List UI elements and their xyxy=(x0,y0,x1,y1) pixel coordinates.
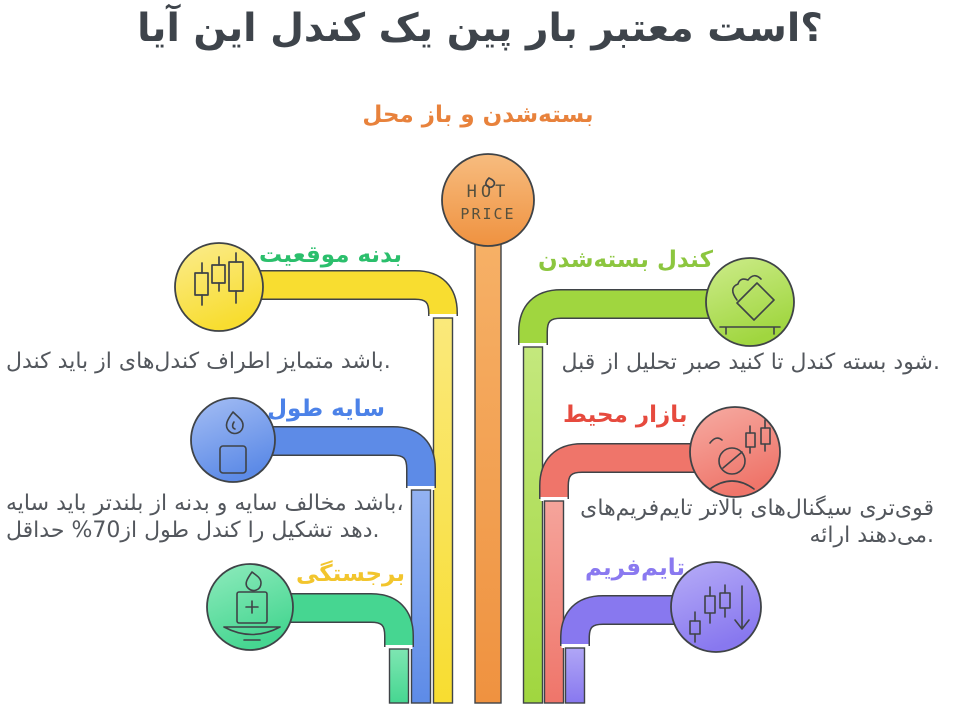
branch-timeframe xyxy=(562,562,762,703)
hot-price-sign-line1: HOT xyxy=(466,182,510,202)
hot-price-sign-line2: PRICE xyxy=(460,205,516,223)
branch-bar xyxy=(412,490,431,703)
branch-label-body-position: موقعیت بدنه xyxy=(259,242,402,268)
branch-label-shadow-length: طول سایه xyxy=(267,396,385,422)
branch-label-market-environment: محیط بازار xyxy=(563,402,688,428)
branch-circle xyxy=(690,407,780,497)
branch-bar xyxy=(524,347,543,703)
page-title: آیا این کندل یک پین بار معتبر است؟ xyxy=(137,6,823,51)
branch-bar xyxy=(545,501,564,703)
branch-label-candle-close: بسته‌شدن کندل xyxy=(538,247,713,273)
branch-desc-shadow-length: سایه باید بلندتر از بدنه و سایه مخالف باشد، حداقل %70از طول کندل را تشکیل دهد. xyxy=(6,491,404,543)
branch-desc-body-position: کندل باید از کندل‌های اطراف متمایز باشد. xyxy=(6,349,391,374)
branch-label-prominence: برجستگی xyxy=(296,561,405,587)
branch-bar xyxy=(566,648,585,703)
branch-desc-candle-close: قبل از تحلیل صبر کنید تا کندل بسته شود. xyxy=(561,350,940,375)
branch-label-open-close-location: محل باز و بسته‌شدن xyxy=(362,102,594,128)
branch-desc-market-environment: تایم‌فریم‌های بالاتر سیگنال‌های قوی‌تری ارائه می‌دهند. xyxy=(580,496,934,548)
branch-bar xyxy=(390,649,409,703)
branch-label-timeframe: تایم‌فریم xyxy=(585,555,685,581)
branch-bar xyxy=(434,318,453,703)
branch-circle xyxy=(706,258,794,346)
center-stem-pipe xyxy=(475,230,501,703)
